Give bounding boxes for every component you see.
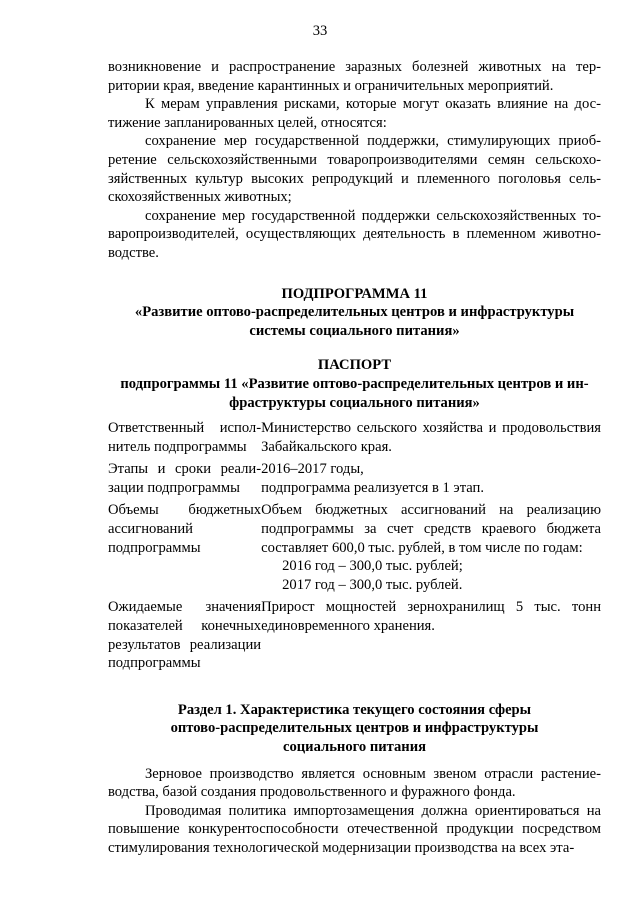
passport-label-results: Ожидаемые значения показателей конечных результатов реализации подпрограммы: [108, 599, 262, 672]
intro-paragraph-4: сохранение мер государственной поддержки сельскохозяйственных товаропроизводителей, осуществляющих деятельность в племенном животноводстве.: [108, 207, 601, 261]
passport-label-budget: Объемы бюджетных ассигнований подпрограммы: [108, 502, 262, 556]
passport-stages-count: подпрограмма реализуется в 1 этап.: [261, 479, 484, 496]
intro-paragraph-1: возникновение и распространение заразных болезней животных на территории края, введение карантинных и ограничительных мероприятий.: [108, 59, 601, 94]
page-number: 33: [312, 23, 328, 39]
subprogram-name-line-1: «Развитие оптово-распределительных центров и инфраструктуры: [134, 304, 575, 321]
passport-row-results: [108, 598, 601, 676]
section-1-title-line-2: оптово-распределительных центров и инфраструктуры: [170, 720, 539, 737]
section-1-title-line-3: социального питания: [282, 739, 426, 755]
passport-row-stages: [108, 460, 601, 501]
page-content: [108, 58, 601, 858]
passport-subtitle-line-2: фраструктуры социального питания»: [229, 394, 480, 411]
subprogram-title: ПОДПРОГРАММА 11: [281, 285, 428, 302]
passport-row-responsible: [108, 419, 601, 460]
passport-title: ПАСПОРТ: [317, 357, 392, 374]
passport-budget-2016: 2016 год – 300,0 тыс. рублей;: [282, 558, 463, 575]
passport-value-budget: [261, 501, 601, 598]
section-1-title-line-1: Раздел 1. Характеристика текущего состояния сферы: [177, 701, 532, 718]
passport-row-budget: [108, 501, 601, 598]
intro-paragraph-2: К мерам управления рисками, которые могут оказать влияние на достижение запланированных целей, относятся:: [108, 96, 601, 131]
section-1-paragraph-2: Проводимая политика импортозамещения должна ориентироваться на повышение конкурентоспособности отечественной продукции посредством стимулирования технологической модернизации производства на всех эта-: [108, 802, 601, 856]
intro-paragraph-3: сохранение мер государственной поддержки, стимулирующих приобретение сельскохозяйственными товаропроизводителями семян сельскохозяйственных культур высоких репродукций и племенного поголовья сельскохозяйственных животных;: [108, 133, 601, 206]
passport-label-responsible: Ответственный исполнитель подпрограммы: [108, 420, 262, 455]
passport-table: [108, 419, 601, 677]
passport-value-results: Прирост мощностей зернохранилищ 5 тыс. тонн единовременного хранения.: [261, 599, 601, 635]
subprogram-name-line-2: системы социального питания»: [249, 322, 460, 339]
passport-budget-2017: 2017 год – 300,0 тыс. рублей.: [282, 576, 463, 593]
passport-label-stages: Этапы и сроки реализации подпрограммы: [108, 461, 262, 496]
passport-value-stages: [261, 460, 601, 501]
passport-subtitle-line-1: подпрограммы 11 «Развитие оптово-распределительных центров и ин-: [120, 375, 589, 392]
passport-stages-years: 2016–2017 годы,: [261, 461, 364, 478]
passport-budget-text: Объем бюджетных ассигнований на реализацию подпрограммы за счет средств краевого бюджета составляет 600,0 тыс. рублей, в том числе по годам:: [261, 502, 601, 556]
passport-value-responsible: Министерство сельского хозяйства и продовольствия Забайкальского края.: [261, 420, 601, 455]
section-1-paragraph-1: Зерновое производство является основным звеном отрасли растениеводства, базой создания продовольственного и фуражного фонда.: [108, 765, 601, 801]
